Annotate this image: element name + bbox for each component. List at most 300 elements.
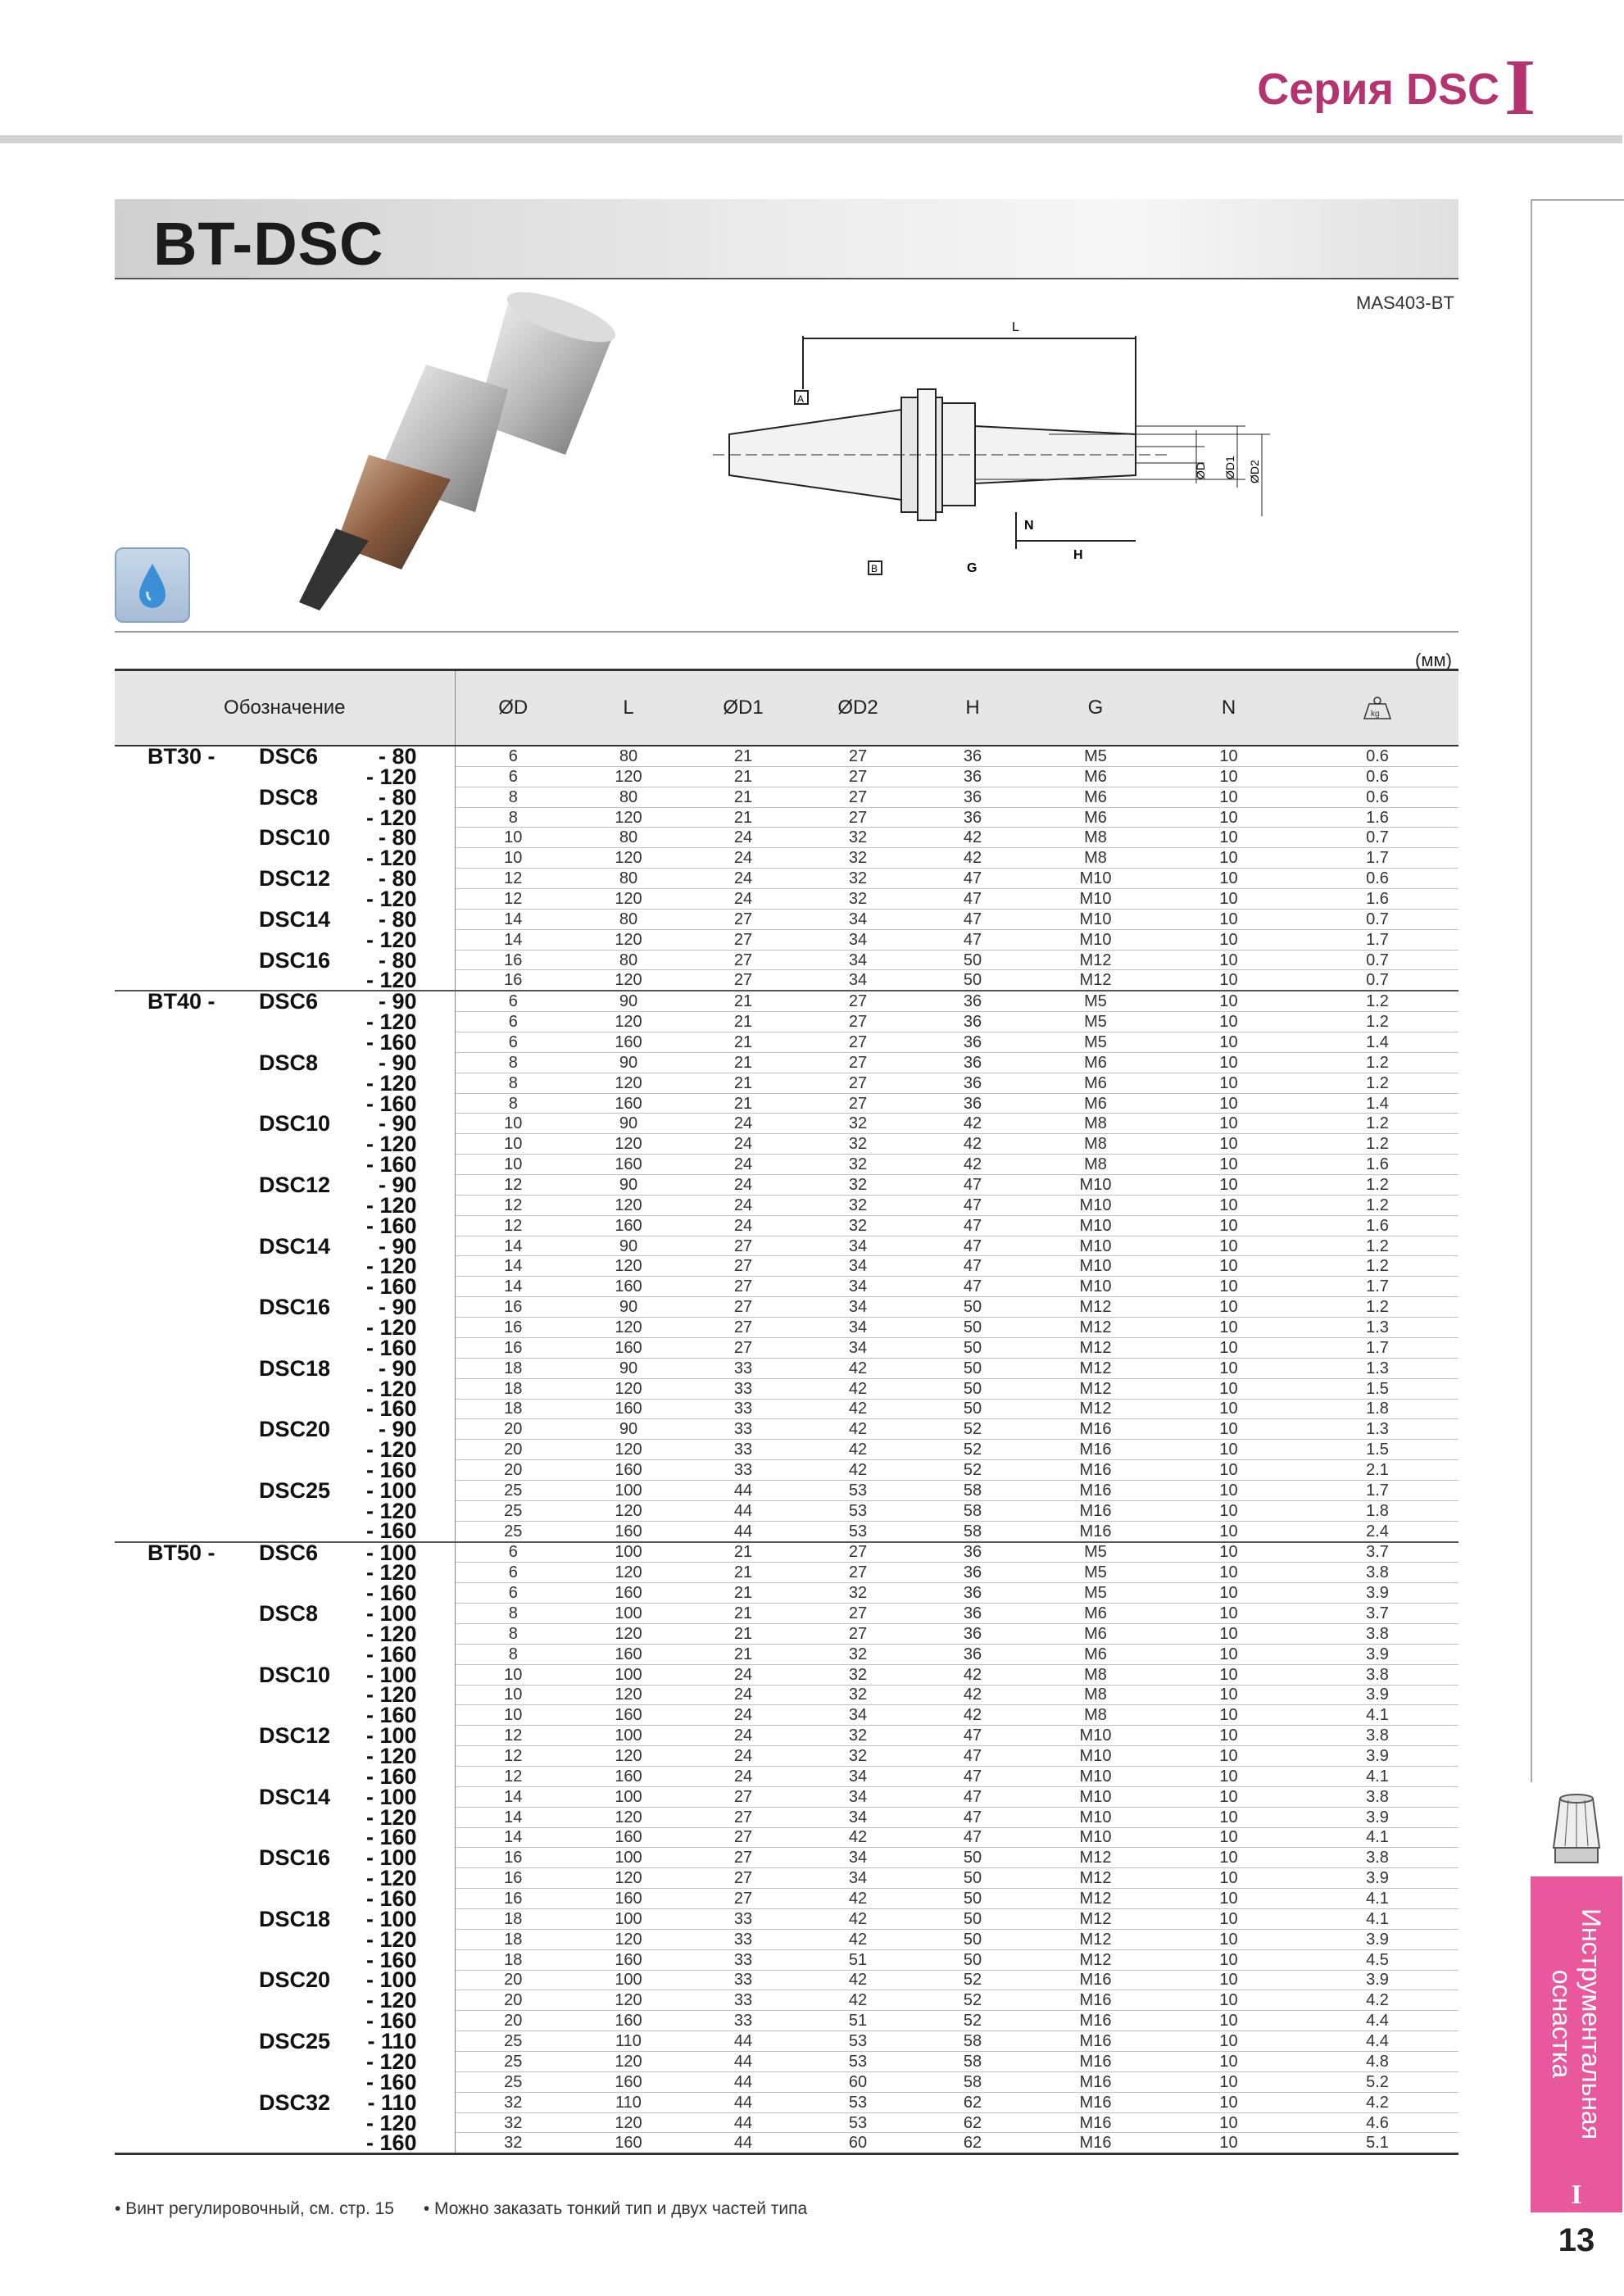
footnotes xyxy=(115,2199,832,2219)
l-cell: 160 xyxy=(571,2071,686,2092)
weight-cell: 4.6 xyxy=(1296,2112,1458,2133)
h-cell: 58 xyxy=(915,1480,1030,1500)
model-cell xyxy=(229,2011,320,2031)
g-cell: M16 xyxy=(1030,2133,1161,2154)
length-code-cell: - 160 xyxy=(320,1460,455,1481)
d2-cell: 34 xyxy=(801,929,915,950)
d1-cell: 24 xyxy=(686,1766,801,1786)
h-cell: 52 xyxy=(915,1970,1030,1990)
d-cell: 8 xyxy=(455,1093,571,1114)
weight-cell: 4.1 xyxy=(1296,1827,1458,1848)
weight-cell: 4.2 xyxy=(1296,1990,1458,2011)
d1-cell: 27 xyxy=(686,1868,801,1889)
d2-cell: 27 xyxy=(801,1093,915,1114)
g-cell: M6 xyxy=(1030,1052,1161,1073)
label-h: H xyxy=(1073,548,1083,562)
g-cell: M8 xyxy=(1030,1155,1161,1175)
l-cell: 120 xyxy=(571,766,686,787)
length-code-cell: - 160 xyxy=(320,1337,455,1358)
weight-cell: 1.2 xyxy=(1296,1012,1458,1032)
d2-cell: 53 xyxy=(801,1500,915,1521)
n-cell: 10 xyxy=(1161,746,1296,766)
length-code-cell: - 160 xyxy=(320,1949,455,1970)
g-cell: M5 xyxy=(1030,1542,1161,1563)
weight-cell: 1.8 xyxy=(1296,1399,1458,1419)
l-cell: 120 xyxy=(571,1929,686,1949)
table-row xyxy=(115,1746,1458,1767)
l-cell: 90 xyxy=(571,1236,686,1256)
g-cell: M12 xyxy=(1030,1929,1161,1949)
d2-cell: 34 xyxy=(801,1277,915,1297)
d2-cell: 53 xyxy=(801,2112,915,2133)
series-cell xyxy=(115,1949,229,1970)
g-cell: M12 xyxy=(1030,1358,1161,1378)
footnote-1: • Винт регулировочный, см. стр. 15 xyxy=(115,2199,394,2218)
model-cell: DSC6 xyxy=(229,991,320,1011)
h-cell: 36 xyxy=(915,1583,1030,1604)
length-code-cell: - 160 xyxy=(320,1889,455,1909)
model-cell xyxy=(229,1563,320,1583)
weight-cell: 3.8 xyxy=(1296,1664,1458,1685)
d2-cell: 34 xyxy=(801,909,915,929)
d1-cell: 33 xyxy=(686,1990,801,2011)
weight-cell: 3.8 xyxy=(1296,1726,1458,1746)
series-cell xyxy=(115,2071,229,2092)
d2-cell: 27 xyxy=(801,1542,915,1563)
h-cell: 36 xyxy=(915,746,1030,766)
series-cell xyxy=(115,1277,229,1297)
l-cell: 160 xyxy=(571,1705,686,1726)
l-cell: 120 xyxy=(571,2052,686,2072)
d1-cell: 24 xyxy=(686,869,801,889)
model-cell xyxy=(229,807,320,828)
h-cell: 36 xyxy=(915,1542,1030,1563)
h-cell: 50 xyxy=(915,950,1030,970)
d1-cell: 21 xyxy=(686,1604,801,1624)
d-cell: 8 xyxy=(455,1644,571,1664)
h-cell: 50 xyxy=(915,1297,1030,1318)
g-cell: M16 xyxy=(1030,1440,1161,1460)
d2-cell: 53 xyxy=(801,2092,915,2112)
n-cell: 10 xyxy=(1161,1114,1296,1134)
label-l: L xyxy=(1012,320,1019,334)
table-row xyxy=(115,929,1458,950)
g-cell: M8 xyxy=(1030,828,1161,848)
n-cell: 10 xyxy=(1161,1052,1296,1073)
length-code-cell: - 120 xyxy=(320,929,455,950)
n-cell: 10 xyxy=(1161,1337,1296,1358)
d2-cell: 32 xyxy=(801,1175,915,1196)
l-cell: 100 xyxy=(571,1542,686,1563)
n-cell: 10 xyxy=(1161,1521,1296,1541)
l-cell: 80 xyxy=(571,746,686,766)
l-cell: 100 xyxy=(571,1970,686,1990)
l-cell: 80 xyxy=(571,950,686,970)
d1-cell: 33 xyxy=(686,2011,801,2031)
l-cell: 100 xyxy=(571,1664,686,1685)
table-row xyxy=(115,1500,1458,1521)
n-cell: 10 xyxy=(1161,766,1296,787)
weight-cell: 4.1 xyxy=(1296,1705,1458,1726)
length-code-cell: - 120 xyxy=(320,1195,455,1215)
table-row xyxy=(115,1726,1458,1746)
weight-cell: 1.2 xyxy=(1296,1073,1458,1093)
g-cell: M12 xyxy=(1030,970,1161,991)
d-cell: 25 xyxy=(455,1521,571,1541)
n-cell: 10 xyxy=(1161,2052,1296,2072)
d1-cell: 24 xyxy=(686,889,801,910)
g-cell: M10 xyxy=(1030,1277,1161,1297)
l-cell: 120 xyxy=(571,1134,686,1155)
d-cell: 10 xyxy=(455,1664,571,1685)
n-cell: 10 xyxy=(1161,1440,1296,1460)
h-cell: 50 xyxy=(915,1337,1030,1358)
g-cell: M6 xyxy=(1030,766,1161,787)
d1-cell: 21 xyxy=(686,991,801,1011)
model-cell xyxy=(229,1949,320,1970)
l-cell: 110 xyxy=(571,2092,686,2112)
weight-cell: 3.7 xyxy=(1296,1604,1458,1624)
d1-cell: 33 xyxy=(686,1908,801,1929)
h-cell: 36 xyxy=(915,1623,1030,1644)
g-cell: M16 xyxy=(1030,2071,1161,2092)
d2-cell: 32 xyxy=(801,1685,915,1705)
n-cell: 10 xyxy=(1161,1032,1296,1053)
h-cell: 42 xyxy=(915,828,1030,848)
d2-cell: 60 xyxy=(801,2071,915,2092)
d2-cell: 27 xyxy=(801,807,915,828)
l-cell: 120 xyxy=(571,1563,686,1583)
d2-cell: 42 xyxy=(801,1440,915,1460)
weight-cell: 1.3 xyxy=(1296,1318,1458,1338)
label-d: ØD xyxy=(1194,462,1207,479)
model-cell: DSC12 xyxy=(259,1172,331,1197)
d1-cell: 27 xyxy=(686,1786,801,1807)
model-cell xyxy=(229,1215,320,1236)
l-cell: 160 xyxy=(571,1155,686,1175)
h-cell: 52 xyxy=(915,2011,1030,2031)
d1-cell: 27 xyxy=(686,1848,801,1868)
d1-cell: 24 xyxy=(686,1114,801,1134)
h-cell: 47 xyxy=(915,1215,1030,1236)
d-cell: 8 xyxy=(455,1604,571,1624)
weight-cell: 1.4 xyxy=(1296,1093,1458,1114)
table-row xyxy=(115,1256,1458,1277)
d-cell: 12 xyxy=(455,1766,571,1786)
table-row xyxy=(115,1766,1458,1786)
length-code-cell: - 80 xyxy=(320,869,455,889)
length-code-cell: - 100 xyxy=(320,1542,455,1563)
n-cell: 10 xyxy=(1161,1766,1296,1786)
length-code-cell: - 100 xyxy=(320,1480,455,1500)
weight-cell: 1.6 xyxy=(1296,889,1458,910)
table-row xyxy=(115,766,1458,787)
weight-cell: 3.8 xyxy=(1296,1786,1458,1807)
table-row xyxy=(115,1480,1458,1500)
l-cell: 160 xyxy=(571,1215,686,1236)
series-cell xyxy=(115,1827,229,1848)
n-cell: 10 xyxy=(1161,1583,1296,1604)
length-code-cell: - 120 xyxy=(320,2112,455,2133)
d1-cell: 21 xyxy=(686,1542,801,1563)
weight-cell: 1.5 xyxy=(1296,1378,1458,1399)
series-cell xyxy=(115,1990,229,2011)
h-cell: 62 xyxy=(915,2092,1030,2112)
series-cell xyxy=(115,1786,229,1807)
weight-cell: 1.3 xyxy=(1296,1358,1458,1378)
g-cell: M5 xyxy=(1030,1563,1161,1583)
weight-cell: 1.4 xyxy=(1296,1032,1458,1053)
d2-cell: 32 xyxy=(801,869,915,889)
d-cell: 20 xyxy=(455,1970,571,1990)
chapter-roman: I xyxy=(1504,43,1536,132)
g-cell: M16 xyxy=(1030,2092,1161,2112)
d-cell: 12 xyxy=(455,889,571,910)
series-cell xyxy=(115,1480,229,1500)
d2-cell: 32 xyxy=(801,1195,915,1215)
d1-cell: 33 xyxy=(686,1929,801,1949)
d-cell: 14 xyxy=(455,1256,571,1277)
header-d: ØD xyxy=(455,670,571,746)
n-cell: 10 xyxy=(1161,2071,1296,2092)
header-h: H xyxy=(915,670,1030,746)
g-cell: M16 xyxy=(1030,2052,1161,2072)
series-cell xyxy=(115,1726,229,1746)
length-code-cell: - 90 xyxy=(320,1297,455,1318)
n-cell: 10 xyxy=(1161,1848,1296,1868)
g-cell: M10 xyxy=(1030,1195,1161,1215)
h-cell: 50 xyxy=(915,1868,1030,1889)
weight-cell: 1.7 xyxy=(1296,1337,1458,1358)
weight-cell: 0.6 xyxy=(1296,869,1458,889)
side-panel xyxy=(1531,199,1624,1782)
length-code-cell: - 120 xyxy=(320,1746,455,1767)
model-cell xyxy=(229,1521,320,1541)
series-cell xyxy=(115,1093,229,1114)
model-cell xyxy=(229,1685,320,1705)
model-cell: DSC18 xyxy=(259,1906,331,1931)
weight-cell: 1.2 xyxy=(1296,1114,1458,1134)
length-code-cell: - 120 xyxy=(320,1563,455,1583)
table-row xyxy=(115,1685,1458,1705)
d1-cell: 24 xyxy=(686,1175,801,1196)
d1-cell: 21 xyxy=(686,1073,801,1093)
model-cell xyxy=(229,1623,320,1644)
l-cell: 90 xyxy=(571,1052,686,1073)
side-tab-label-wrap xyxy=(1531,1876,1622,2171)
table-row xyxy=(115,869,1458,889)
h-cell: 47 xyxy=(915,1195,1030,1215)
series-cell xyxy=(115,1114,229,1134)
d2-cell: 53 xyxy=(801,2052,915,2072)
weight-cell: 0.6 xyxy=(1296,746,1458,766)
d1-cell: 27 xyxy=(686,1318,801,1338)
d-cell: 16 xyxy=(455,1868,571,1889)
table-row xyxy=(115,1604,1458,1624)
l-cell: 120 xyxy=(571,1746,686,1767)
n-cell: 10 xyxy=(1161,1746,1296,1767)
d2-cell: 60 xyxy=(801,2133,915,2154)
weight-cell: 1.8 xyxy=(1296,1500,1458,1521)
length-code-cell: - 90 xyxy=(320,991,455,1011)
series-cell xyxy=(115,2031,229,2052)
n-cell: 10 xyxy=(1161,2112,1296,2133)
series-cell xyxy=(115,1012,229,1032)
model-cell xyxy=(229,2071,320,2092)
model-cell: DSC6 xyxy=(259,744,319,769)
table-row xyxy=(115,1155,1458,1175)
d2-cell: 27 xyxy=(801,1563,915,1583)
d1-cell: 27 xyxy=(686,1277,801,1297)
table-row xyxy=(115,1134,1458,1155)
length-code-cell: - 90 xyxy=(320,1114,455,1134)
g-cell: M16 xyxy=(1030,1970,1161,1990)
length-code-cell: - 160 xyxy=(320,1766,455,1786)
h-cell: 50 xyxy=(915,1318,1030,1338)
d1-cell: 27 xyxy=(686,1337,801,1358)
d1-cell: 27 xyxy=(686,970,801,991)
series-cell xyxy=(115,1889,229,1909)
d2-cell: 34 xyxy=(801,1848,915,1868)
h-cell: 47 xyxy=(915,1827,1030,1848)
weight-cell: 2.1 xyxy=(1296,1460,1458,1481)
table-row xyxy=(115,1236,1458,1256)
d2-cell: 32 xyxy=(801,1155,915,1175)
d-cell: 14 xyxy=(455,1236,571,1256)
d-cell: 8 xyxy=(455,807,571,828)
weight-cell: 4.2 xyxy=(1296,2092,1458,2112)
d1-cell: 33 xyxy=(686,1949,801,1970)
l-cell: 100 xyxy=(571,1604,686,1624)
model-cell: DSC16 xyxy=(259,947,331,973)
table-row xyxy=(115,1521,1458,1541)
n-cell: 10 xyxy=(1161,1378,1296,1399)
length-code-cell: - 90 xyxy=(320,1419,455,1440)
d2-cell: 34 xyxy=(801,1766,915,1786)
n-cell: 10 xyxy=(1161,909,1296,929)
l-cell: 120 xyxy=(571,889,686,910)
series-cell xyxy=(115,787,229,807)
series-cell xyxy=(115,1175,229,1196)
table-row xyxy=(115,1318,1458,1338)
d1-cell: 33 xyxy=(686,1460,801,1481)
model-cell: DSC8 xyxy=(259,1601,319,1627)
h-cell: 50 xyxy=(915,1908,1030,1929)
l-cell: 120 xyxy=(571,807,686,828)
d-cell: 14 xyxy=(455,909,571,929)
length-code-cell: - 80 xyxy=(320,787,455,807)
series-cell xyxy=(115,909,229,929)
n-cell: 10 xyxy=(1161,950,1296,970)
d-cell: 25 xyxy=(455,2071,571,2092)
n-cell: 10 xyxy=(1161,1889,1296,1909)
g-cell: M10 xyxy=(1030,1827,1161,1848)
d-cell: 8 xyxy=(455,787,571,807)
d1-cell: 27 xyxy=(686,1807,801,1827)
d1-cell: 21 xyxy=(686,1093,801,1114)
model-cell xyxy=(229,1032,320,1053)
d2-cell: 32 xyxy=(801,1583,915,1604)
table-row xyxy=(115,787,1458,807)
d-cell: 20 xyxy=(455,2011,571,2031)
length-code-cell: - 160 xyxy=(320,1215,455,1236)
weight-icon xyxy=(1359,696,1395,720)
series-cell xyxy=(115,1970,229,1990)
header-weight xyxy=(1296,670,1458,746)
table-row xyxy=(115,889,1458,910)
d2-cell: 51 xyxy=(801,2011,915,2031)
model-cell xyxy=(229,1440,320,1460)
model-cell xyxy=(229,1990,320,2011)
weight-cell: 0.7 xyxy=(1296,950,1458,970)
series-cell: BT30 - xyxy=(147,744,215,769)
table-row xyxy=(115,1644,1458,1664)
table-row xyxy=(115,991,1458,1011)
length-code-cell: - 120 xyxy=(320,970,455,991)
g-cell: M6 xyxy=(1030,807,1161,828)
model-cell: DSC32 xyxy=(259,2090,331,2115)
d-cell: 32 xyxy=(455,2133,571,2154)
model-cell: DSC16 xyxy=(259,1295,331,1320)
d-cell: 6 xyxy=(455,991,571,1011)
n-cell: 10 xyxy=(1161,2133,1296,2154)
g-cell: M12 xyxy=(1030,1297,1161,1318)
weight-unit: kg xyxy=(1371,710,1380,719)
h-cell: 50 xyxy=(915,1358,1030,1378)
n-cell: 10 xyxy=(1161,1155,1296,1175)
n-cell: 10 xyxy=(1161,1318,1296,1338)
d1-cell: 44 xyxy=(686,1480,801,1500)
d-cell: 6 xyxy=(455,1012,571,1032)
l-cell: 80 xyxy=(571,909,686,929)
g-cell: M6 xyxy=(1030,1093,1161,1114)
weight-cell: 3.8 xyxy=(1296,1848,1458,1868)
table-row xyxy=(115,1929,1458,1949)
g-cell: M12 xyxy=(1030,1889,1161,1909)
n-cell: 10 xyxy=(1161,787,1296,807)
h-cell: 36 xyxy=(915,1093,1030,1114)
g-cell: M10 xyxy=(1030,1256,1161,1277)
d2-cell: 42 xyxy=(801,1889,915,1909)
d2-cell: 42 xyxy=(801,1358,915,1378)
d2-cell: 34 xyxy=(801,1807,915,1827)
series-cell xyxy=(115,1318,229,1338)
d2-cell: 42 xyxy=(801,1378,915,1399)
d1-cell: 21 xyxy=(686,1583,801,1604)
d-cell: 16 xyxy=(455,1889,571,1909)
h-cell: 47 xyxy=(915,1277,1030,1297)
h-cell: 36 xyxy=(915,807,1030,828)
series-cell xyxy=(115,1236,229,1256)
d2-cell: 27 xyxy=(801,1073,915,1093)
model-cell: DSC10 xyxy=(259,1111,331,1137)
table-row xyxy=(115,1032,1458,1053)
d2-cell: 32 xyxy=(801,1746,915,1767)
l-cell: 120 xyxy=(571,1685,686,1705)
d1-cell: 24 xyxy=(686,1685,801,1705)
d1-cell: 44 xyxy=(686,1500,801,1521)
series-cell xyxy=(115,1256,229,1277)
d-cell: 10 xyxy=(455,1705,571,1726)
h-cell: 47 xyxy=(915,1746,1030,1767)
d1-cell: 27 xyxy=(686,1236,801,1256)
series-cell xyxy=(115,1868,229,1889)
model-cell: DSC18 xyxy=(259,1355,331,1381)
model-cell xyxy=(229,1644,320,1664)
n-cell: 10 xyxy=(1161,1970,1296,1990)
n-cell: 10 xyxy=(1161,1542,1296,1563)
g-cell: M12 xyxy=(1030,1868,1161,1889)
